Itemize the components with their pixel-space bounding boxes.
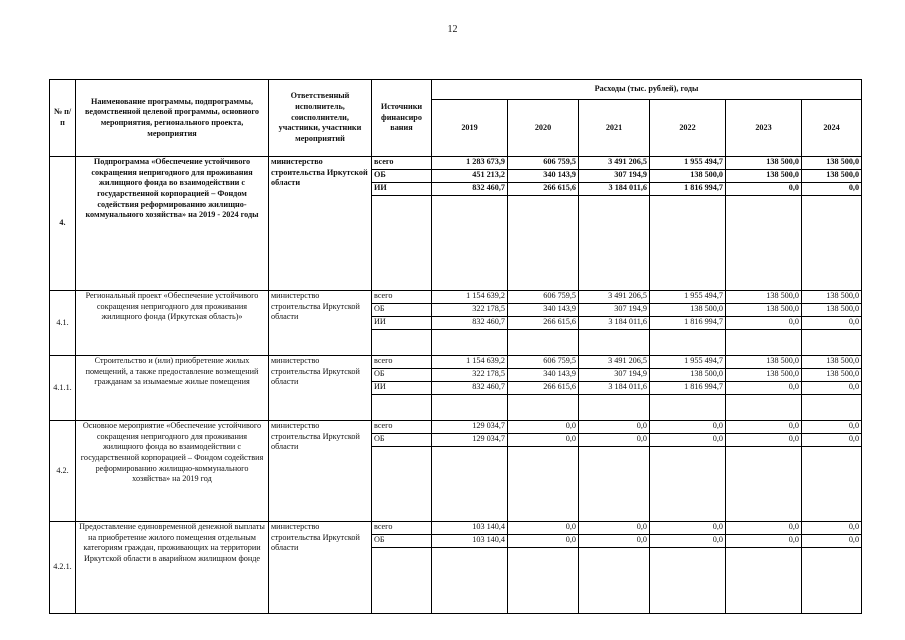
expense-value: 307 194,9 xyxy=(579,170,650,183)
expense-value: 0,0 xyxy=(802,421,862,434)
expense-value: 0,0 xyxy=(726,522,802,535)
expense-value: 451 213,2 xyxy=(432,170,508,183)
header-source: Источники финансиро вания xyxy=(372,80,432,157)
expense-value: 1 816 994,7 xyxy=(650,382,726,395)
program-name: Региональный проект «Обеспечение устойчивого сокращения непригодного для проживания жилищного фонда (Иркутская область)» xyxy=(76,291,269,356)
empty-cell xyxy=(650,395,726,421)
header-year: 2020 xyxy=(508,100,579,157)
expense-value: 832 460,7 xyxy=(432,382,508,395)
header-expenses: Расходы (тыс. рублей), годы xyxy=(432,80,862,100)
header-year: 2022 xyxy=(650,100,726,157)
expense-value: 129 034,7 xyxy=(432,421,508,434)
empty-cell xyxy=(650,330,726,356)
expense-value: 103 140,4 xyxy=(432,535,508,548)
expense-value: 138 500,0 xyxy=(802,157,862,170)
row-number: 4.2. xyxy=(50,421,76,522)
table-row xyxy=(50,157,862,170)
empty-cell xyxy=(579,330,650,356)
expense-value: 0,0 xyxy=(802,535,862,548)
expense-value: 3 184 011,6 xyxy=(579,382,650,395)
empty-cell xyxy=(579,196,650,291)
table-row xyxy=(50,291,862,304)
expense-value: 832 460,7 xyxy=(432,317,508,330)
budget-table xyxy=(49,79,862,614)
expense-value: 138 500,0 xyxy=(726,170,802,183)
expense-value: 266 615,6 xyxy=(508,183,579,196)
empty-cell xyxy=(726,196,802,291)
expense-value: 138 500,0 xyxy=(726,291,802,304)
header-year: 2019 xyxy=(432,100,508,157)
expense-value: 322 178,5 xyxy=(432,369,508,382)
funding-source: ИИ xyxy=(372,317,432,330)
expense-value: 0,0 xyxy=(726,535,802,548)
expense-value: 0,0 xyxy=(726,183,802,196)
expense-value: 307 194,9 xyxy=(579,369,650,382)
header-name: Наименование программы, подпрограммы, ведомственной целевой программы, основного мероприятия, регионального проекта, мероприятия xyxy=(76,80,269,157)
funding-source: ОБ xyxy=(372,434,432,447)
funding-source: ИИ xyxy=(372,183,432,196)
expense-value: 0,0 xyxy=(802,434,862,447)
expense-value: 322 178,5 xyxy=(432,304,508,317)
funding-source: ОБ xyxy=(372,369,432,382)
empty-cell xyxy=(802,548,862,614)
expense-value: 0,0 xyxy=(579,535,650,548)
expense-value: 3 491 206,5 xyxy=(579,356,650,369)
funding-source: всего xyxy=(372,356,432,369)
empty-cell xyxy=(372,395,432,421)
expense-value: 0,0 xyxy=(802,317,862,330)
expense-value: 138 500,0 xyxy=(726,304,802,317)
row-number: 4. xyxy=(50,157,76,291)
row-number: 4.2.1. xyxy=(50,522,76,614)
expense-value: 832 460,7 xyxy=(432,183,508,196)
expense-value: 1 154 639,2 xyxy=(432,291,508,304)
expense-value: 1 283 673,9 xyxy=(432,157,508,170)
table-body xyxy=(50,157,862,614)
funding-source: всего xyxy=(372,157,432,170)
expense-value: 1 154 639,2 xyxy=(432,356,508,369)
expense-value: 0,0 xyxy=(650,522,726,535)
expense-value: 340 143,9 xyxy=(508,369,579,382)
expense-value: 0,0 xyxy=(579,434,650,447)
empty-cell xyxy=(650,548,726,614)
header-year: 2023 xyxy=(726,100,802,157)
responsible-executor: министерство строительства Иркутской области xyxy=(269,157,372,291)
funding-source: ИИ xyxy=(372,382,432,395)
expense-value: 606 759,5 xyxy=(508,157,579,170)
empty-cell xyxy=(726,548,802,614)
empty-cell xyxy=(432,330,508,356)
empty-cell xyxy=(508,548,579,614)
empty-cell xyxy=(802,196,862,291)
expense-value: 138 500,0 xyxy=(650,369,726,382)
expense-value: 138 500,0 xyxy=(802,170,862,183)
program-name: Предоставление единовременной денежной выплаты на приобретение жилого помещения отдельным категориям граждан, проживающих на территории Иркутской области в аварийном жилищном фонде xyxy=(76,522,269,614)
empty-cell xyxy=(432,548,508,614)
empty-cell xyxy=(432,395,508,421)
empty-cell xyxy=(579,548,650,614)
expense-value: 1 955 494,7 xyxy=(650,356,726,369)
table-row xyxy=(50,522,862,535)
empty-cell xyxy=(579,395,650,421)
table-row xyxy=(50,421,862,434)
expense-value: 138 500,0 xyxy=(650,170,726,183)
expense-value: 3 184 011,6 xyxy=(579,317,650,330)
expense-value: 0,0 xyxy=(726,421,802,434)
expense-value: 340 143,9 xyxy=(508,170,579,183)
row-number: 4.1.1. xyxy=(50,356,76,421)
expense-value: 103 140,4 xyxy=(432,522,508,535)
header-year: 2024 xyxy=(802,100,862,157)
expense-value: 0,0 xyxy=(508,421,579,434)
expense-value: 0,0 xyxy=(802,382,862,395)
empty-cell xyxy=(372,330,432,356)
expense-value: 0,0 xyxy=(508,522,579,535)
expense-value: 606 759,5 xyxy=(508,291,579,304)
row-number: 4.1. xyxy=(50,291,76,356)
expense-value: 129 034,7 xyxy=(432,434,508,447)
responsible-executor: министерство строительства Иркутской области xyxy=(269,421,372,522)
program-name: Строительство и (или) приобретение жилых помещений, а также предоставление возмещений гражданам за изымаемые жилые помещения xyxy=(76,356,269,421)
expense-value: 0,0 xyxy=(579,421,650,434)
expense-value: 0,0 xyxy=(508,434,579,447)
expense-value: 138 500,0 xyxy=(802,356,862,369)
expense-value: 1 816 994,7 xyxy=(650,183,726,196)
responsible-executor: министерство строительства Иркутской области xyxy=(269,356,372,421)
header-responsible: Ответственный исполнитель, соисполнители, участники, участники мероприятий xyxy=(269,80,372,157)
expense-value: 0,0 xyxy=(726,434,802,447)
expense-value: 3 184 011,6 xyxy=(579,183,650,196)
empty-cell xyxy=(726,447,802,522)
expense-value: 606 759,5 xyxy=(508,356,579,369)
expense-value: 1 816 994,7 xyxy=(650,317,726,330)
expense-value: 0,0 xyxy=(579,522,650,535)
empty-cell xyxy=(802,447,862,522)
expense-value: 138 500,0 xyxy=(802,291,862,304)
table-row xyxy=(50,356,862,369)
expense-value: 0,0 xyxy=(802,183,862,196)
expense-value: 266 615,6 xyxy=(508,317,579,330)
empty-cell xyxy=(432,196,508,291)
funding-source: ОБ xyxy=(372,304,432,317)
empty-cell xyxy=(372,548,432,614)
empty-cell xyxy=(726,330,802,356)
expense-value: 138 500,0 xyxy=(726,356,802,369)
expense-value: 138 500,0 xyxy=(650,304,726,317)
funding-source: всего xyxy=(372,421,432,434)
expense-value: 340 143,9 xyxy=(508,304,579,317)
expense-value: 0,0 xyxy=(508,535,579,548)
expense-value: 0,0 xyxy=(726,317,802,330)
empty-cell xyxy=(802,330,862,356)
program-name: Подпрограмма «Обеспечение устойчивого сокращения непригодного для проживания жилищного фонда во взаимодействии с государственной корпорацией – Фондом содействия реформированию жилищно-коммунального хозяйства» на 2019 - 2024 годы xyxy=(76,157,269,291)
header-year: 2021 xyxy=(579,100,650,157)
empty-cell xyxy=(802,395,862,421)
funding-source: ОБ xyxy=(372,535,432,548)
empty-cell xyxy=(726,395,802,421)
empty-cell xyxy=(508,330,579,356)
expense-value: 1 955 494,7 xyxy=(650,157,726,170)
header-num: № п/п xyxy=(50,80,76,157)
expense-value: 307 194,9 xyxy=(579,304,650,317)
expense-value: 0,0 xyxy=(726,382,802,395)
expense-value: 0,0 xyxy=(802,522,862,535)
program-name: Основное мероприятие «Обеспечение устойчивого сокращения непригодного для проживания жилищного фонда во взаимодействии с государственной корпорацией – Фондом содействия реформированию жилищно-коммунального хозяйства» на 2019 год xyxy=(76,421,269,522)
expense-value: 3 491 206,5 xyxy=(579,157,650,170)
expense-value: 3 491 206,5 xyxy=(579,291,650,304)
empty-cell xyxy=(579,447,650,522)
empty-cell xyxy=(508,395,579,421)
expense-value: 138 500,0 xyxy=(802,304,862,317)
empty-cell xyxy=(508,196,579,291)
expense-value: 138 500,0 xyxy=(802,369,862,382)
empty-cell xyxy=(508,447,579,522)
empty-cell xyxy=(650,447,726,522)
empty-cell xyxy=(372,447,432,522)
expense-value: 0,0 xyxy=(650,421,726,434)
empty-cell xyxy=(372,196,432,291)
expense-value: 138 500,0 xyxy=(726,369,802,382)
responsible-executor: министерство строительства Иркутской области xyxy=(269,291,372,356)
funding-source: всего xyxy=(372,522,432,535)
expense-value: 0,0 xyxy=(650,535,726,548)
expense-value: 0,0 xyxy=(650,434,726,447)
expense-value: 1 955 494,7 xyxy=(650,291,726,304)
empty-cell xyxy=(650,196,726,291)
expense-value: 138 500,0 xyxy=(726,157,802,170)
responsible-executor: министерство строительства Иркутской области xyxy=(269,522,372,614)
funding-source: ОБ xyxy=(372,170,432,183)
empty-cell xyxy=(432,447,508,522)
funding-source: всего xyxy=(372,291,432,304)
expense-value: 266 615,6 xyxy=(508,382,579,395)
page-number: 12 xyxy=(447,24,458,35)
